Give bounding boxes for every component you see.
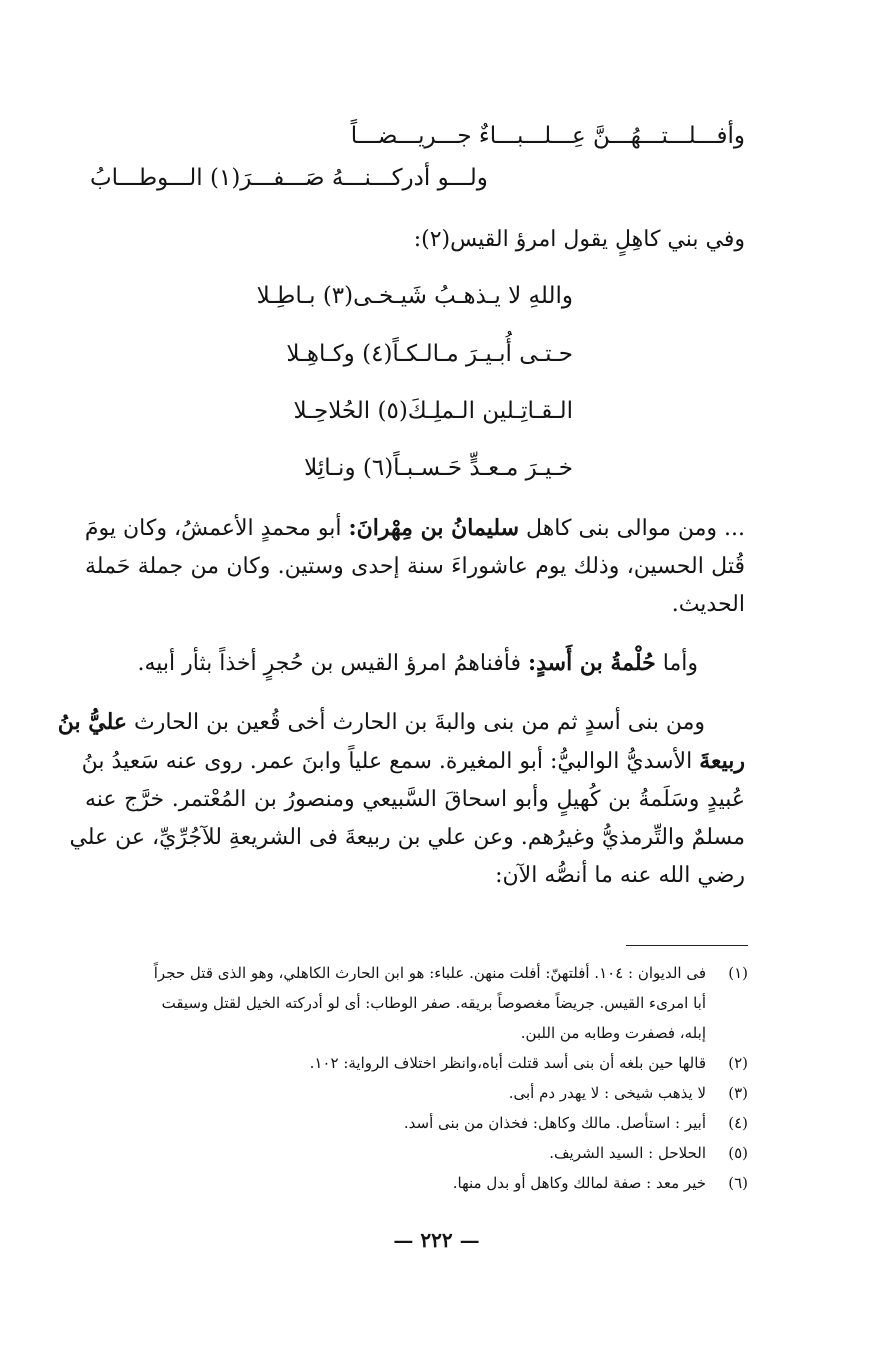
footnote-number: (٦): [728, 1174, 748, 1192]
footnote-1: [83, 958, 748, 1048]
paragraph-sulayman: [85, 509, 745, 624]
footnote-number: (٣): [728, 1084, 748, 1102]
para-text: ومن بنى أسدٍ ثم من بنى والبةَ بن الحارث أخى قُعين بن الحارث: [127, 710, 705, 735]
footnote-text: أبير : استأصل. مالك وكاهل: فخذان من بنى أسد.: [403, 1114, 706, 1132]
footnote-6: [83, 1168, 748, 1198]
footnote-5: [83, 1138, 748, 1168]
paragraph-line: عُبيدٍ وسَلَمةُ بن كُهيلٍ وأبو اسحاقَ السَّبيعي ومنصورُ بن المُعْتمر. خرَّج عنه: [85, 787, 745, 812]
footnote-2: [83, 1048, 748, 1078]
person-name: سليمانُ بن مِهْرانَ:: [348, 515, 520, 541]
footnote-number: (٢): [728, 1054, 748, 1072]
paragraph-line: رضي الله عنه ما أنصُّه الآن:: [495, 863, 745, 888]
footnote-divider: [626, 945, 748, 946]
poem-line-1: واللهِ لا يـذهـبُ شَيـخـى(٣) بـاطِـلا: [256, 283, 573, 309]
footnote-text: لا يذهب شيخى : لا يهدر دم أبى.: [508, 1084, 706, 1102]
footnote-text: الحلاحل : السيد الشريف.: [549, 1144, 706, 1162]
person-name: عليُّ بنُ: [57, 709, 128, 735]
poem-line-4: خـيـرَ مـعـدٍّ حَـسـبـاً(٦) ونـائِلا: [304, 455, 573, 481]
footnote-text: قالها حين بلغه أن بنى أسد قتلت أباه،وانظر اختلاف الرواية: ١٠٢.: [309, 1054, 706, 1072]
footnote-text: أبا امرىء القيس. جريضاً مغصوصاً بريقه. صفر الوطاب: أى لو أدركته الخيل لقتل وسيقت: [161, 994, 706, 1012]
page-number: — ٢٢٢ —: [393, 1228, 480, 1252]
footnote-number: (١): [728, 964, 748, 982]
person-name: ربيعةَ: [699, 748, 745, 774]
footnotes: [83, 958, 748, 1198]
para-text: الأسديُّ الوالبيُّ: أبو المغيرة. سمع علياً وابنَ عمر. روى عنه سَعيدُ بنُ: [81, 749, 700, 774]
footnote-text: إبله، فصفرت وطابه من اللبن.: [520, 1024, 706, 1042]
poem-line-2: حـتـى أُبـيـرَ مـالـكـاً(٤) وكـاهِـلا: [286, 341, 573, 367]
person-name: حُلْمةُ بن أَسدٍ:: [527, 650, 656, 676]
paragraph-line: [57, 703, 745, 742]
paragraph-line: [85, 509, 745, 548]
footnote-4: [83, 1108, 748, 1138]
footnote-text: فى الديوان : ١٠٤. أفلتهنّ: أفلت منهن. علباء: هو ابن الحارث الكاهلي، وهو الذى قتل حجراً: [153, 964, 706, 982]
poem-line-3: الـقـاتِـلين الـملِـكَ(٥) الحُلاحِـلا: [293, 398, 573, 424]
footnote-3: [83, 1078, 748, 1108]
paragraph-line: [81, 742, 745, 781]
footnote-text: خير معد : صفة لمالك وكاهل أو بدل منها.: [452, 1174, 706, 1192]
footnote-number: (٤): [728, 1114, 748, 1132]
paragraph-line: قُتل الحسين، وذلك يوم عاشوراءَ سنة إحدى وستين. وكان من جملة حَملة: [85, 554, 745, 579]
paragraph-line: الحديث.: [671, 592, 745, 617]
para-text: وأما: [655, 651, 698, 676]
verse-line-1: وأفـــلـــتـــهُـــنَّ عِـــلـــبـــاءٌ جـــريـــضـــاً: [350, 123, 745, 149]
footnote-number: (٥): [728, 1144, 748, 1162]
paragraph-line: مسلمٌ والتِّرمذيُّ وغيرُهم. وعن علي بن ربيعةَ فى الشريعةِ للآجُرِّيِّ، عن علي: [69, 825, 745, 850]
poem-intro: وفي بني كاهِلٍ يقول امرؤ القيس(٢):: [413, 227, 745, 252]
para-text: أبو محمدٍ الأعمشُ، وكان يومَ: [84, 516, 349, 541]
para-text: ... ومن موالى بنى كاهل: [519, 516, 745, 541]
paragraph-hulma: [137, 643, 698, 684]
verse-line-2: ولـــو أدركـــنـــهُ صَـــفـــرَ(١) الـــوطـــابُ: [90, 165, 488, 191]
paragraph-ali-ibn-rabia: [57, 703, 745, 895]
para-text: فأفناهمُ امرؤ القيس بن حُجرٍ أخذاً بثأر أبيه.: [137, 651, 528, 676]
